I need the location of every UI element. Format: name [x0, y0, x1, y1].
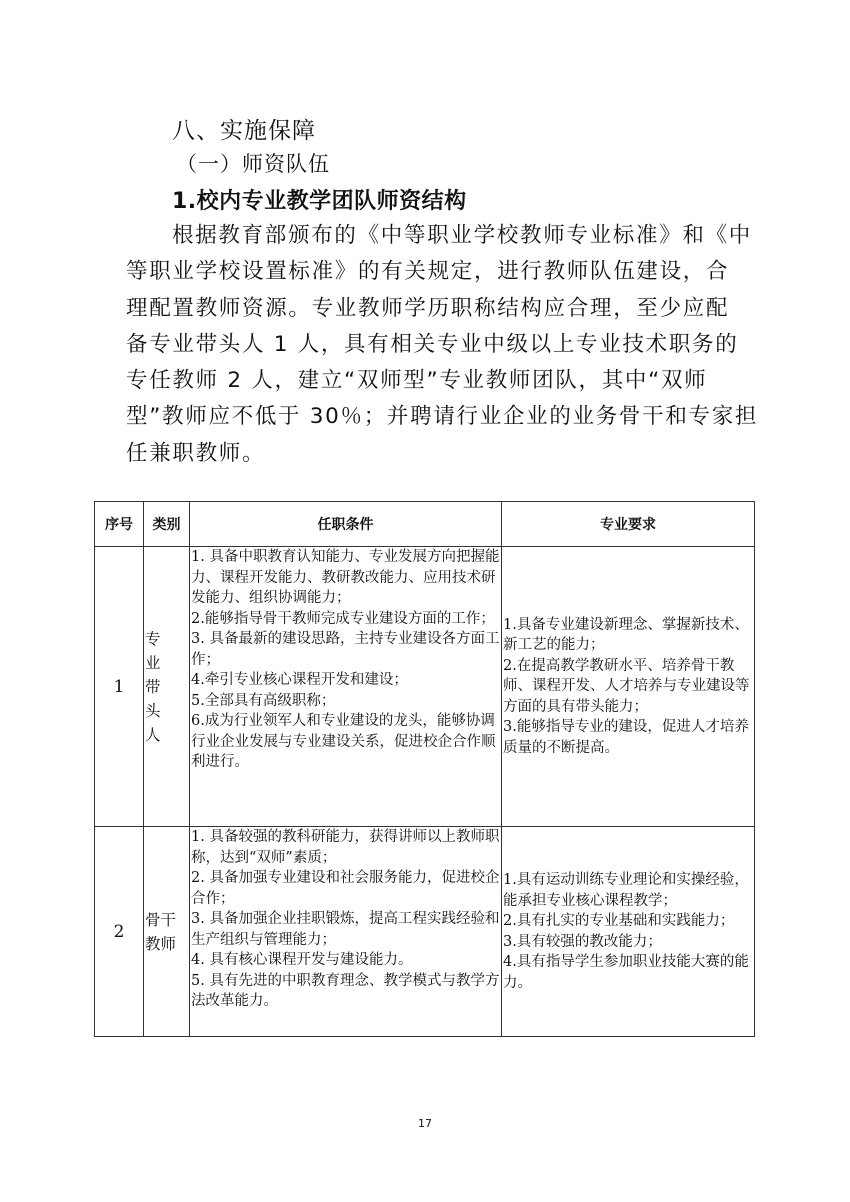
type-line: 人 [145, 725, 161, 744]
row-type [144, 547, 190, 827]
condition-item: 2.能够指导骨干教师完成专业建设方面的工作； [191, 610, 495, 627]
paragraph-line: 专任教师 2 人，建立“双师型”专业教师团队，其中“双师 [126, 368, 708, 394]
teacher-requirements-table [94, 501, 755, 1037]
condition-item: 2. 具备加强专业建设和社会服务能力，促进校企合作； [191, 870, 500, 907]
row-number: 1 [95, 547, 144, 827]
requirement-item: 3.具有较强的教改能力； [503, 933, 662, 950]
table-row [95, 547, 755, 827]
condition-item: 4. 具有核心课程开发与建设能力。 [191, 952, 413, 968]
subsub-heading: 1.校内专业教学团队师资结构 [172, 189, 467, 214]
type-line: 专 业 [145, 629, 177, 672]
condition-item: 6.成为行业领军人和专业建设的龙头，能够协调行业企业发展与专业建设关系，促进校企合作顺利进行。 [191, 713, 496, 770]
row-conditions [190, 827, 502, 1037]
table-header-row [95, 502, 755, 547]
header-conditions: 任职条件 [190, 502, 502, 547]
row-conditions [190, 547, 502, 827]
header-type: 类别 [144, 502, 190, 547]
paragraph-line: 理配置教师资源。专业教师学历职称结构应合理，至少应配 [126, 295, 730, 321]
body-paragraph [126, 218, 759, 472]
condition-item: 5.全部具有高级职称； [191, 692, 336, 709]
condition-item: 3. 具备最新的建设思路，主持专业建设各方面工作； [191, 631, 500, 668]
requirement-item: 2.具有扎实的专业基础和实践能力； [503, 913, 735, 929]
condition-item: 3. 具备加强企业挂职锻炼，提高工程实践经验和生产组织与管理能力； [191, 911, 500, 948]
requirement-item: 3.能够指导专业的建设，促进人才培养质量的不断提高。 [503, 719, 749, 756]
requirement-item: 1.具有运动训练专业理论和实操经验，能承担专业核心课程教学； [503, 872, 749, 909]
condition-item: 1. 具备较强的教科研能力，获得讲师以上教师职称，达到“双师”素质； [191, 829, 500, 866]
requirement-item: 4.具有指导学生参加职业技能大赛的能力。 [503, 954, 749, 991]
row-number: 2 [95, 827, 144, 1037]
table-row [95, 827, 755, 1037]
page-number: 17 [418, 1117, 432, 1130]
condition-item: 1. 具备中职教育认知能力、专业发展方向把握能力、课程开发能力、教研教改能力、应用技术研发能力、组织协调能力； [191, 549, 500, 606]
condition-item: 5. 具有先进的中职教育理念、教学模式与教学方法改革能力。 [191, 972, 500, 1009]
sub-heading: （一）师资队伍 [176, 152, 330, 176]
paragraph-line: 备专业带头人 1 人，具有相关专业中级以上专业技术职务的 [126, 331, 739, 357]
section-heading: 八、实施保障 [172, 118, 316, 144]
paragraph-line: 型”教师应不低于 30％；并聘请行业企业的业务骨干和专家担 [126, 404, 759, 430]
type-line: 骨干 [145, 910, 177, 929]
header-requirements: 专业要求 [502, 502, 755, 547]
paragraph-line: 等职业学校设置标准》的有关规定，进行教师队伍建设，合 [126, 259, 730, 285]
row-requirements [502, 827, 755, 1037]
type-line: 教师 [145, 934, 177, 953]
row-requirements [502, 547, 755, 827]
paragraph-line: 根据教育部颁布的《中等职业学校教师专业标准》和《中 [172, 223, 753, 248]
condition-item: 4.牵引专业核心课程开发和建设； [191, 672, 408, 688]
paragraph-line: 任兼职教师。 [126, 440, 266, 466]
requirement-item: 1.具备专业建设新理念、掌握新技术、新工艺的能力； [503, 616, 749, 654]
header-no: 序号 [95, 502, 144, 547]
type-line: 带 头 [145, 677, 177, 720]
row-type [144, 827, 190, 1037]
requirement-item: 2.在提高教学教研水平、培养骨干教师、课程开发、人才培养与专业建设等方面的具有带头能力； [503, 657, 750, 715]
